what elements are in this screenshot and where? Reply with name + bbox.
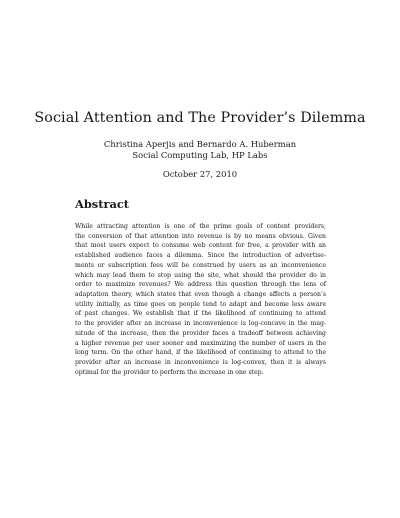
abstract-line: which may lead them to stop using the site, what should the provider do in	[75, 271, 326, 279]
abstract-line: While attracting attention is one of the prime goals of content providers,	[75, 223, 326, 230]
abstract-line: order to maximize revenues? We address this question through the lens of	[75, 281, 326, 289]
abstract-line: of past changes. We establish that if the likelihood of continuing to attend	[75, 310, 326, 318]
abstract-line: the conversion of that attention into revenue is by no means obvious. Given	[75, 232, 326, 240]
paper-title: Social Attention and The Provider’s Dilemma	[34, 110, 366, 126]
abstract-line: established audience faces a dilemma. Since the introduction of advertise-	[75, 252, 326, 260]
author-affiliation: Social Computing Lab, HP Labs	[132, 150, 268, 161]
paper-date: October 27, 2010	[162, 169, 238, 179]
abstract-line: adaptation theory, which states that even though a change affects a person’s	[75, 291, 326, 299]
abstract-line: provider after an increase in inconvenience is log-convex, then it is always	[75, 359, 326, 367]
abstract-line: utility initially, as time goes on people tend to adapt and become less aware	[75, 300, 326, 308]
abstract-line: a higher revenue per user sooner and maximizing the number of users in the	[75, 339, 326, 347]
abstract-line: ments or subscription fees will be construed by users as an inconvenience	[75, 261, 326, 269]
abstract-line: optimal for the provider to perform the increase in one step.	[75, 368, 264, 376]
abstract-line: nitude of the increase, then the provider faces a tradeoff between achieving	[75, 329, 326, 337]
abstract-line: that most users expect to consume web content for free, a provider with an	[75, 242, 326, 250]
abstract-line: to the provider after an increase in inconvenience is log-concave in the mag-	[75, 320, 326, 328]
author-names: Christina Aperjis and Bernardo A. Huberman	[103, 139, 297, 149]
abstract-body	[75, 222, 326, 378]
abstract-line: long term. On the other hand, if the likelihood of continuing to attend to the	[75, 349, 326, 357]
abstract-heading: Abstract	[75, 197, 130, 211]
author-block	[0, 139, 400, 161]
